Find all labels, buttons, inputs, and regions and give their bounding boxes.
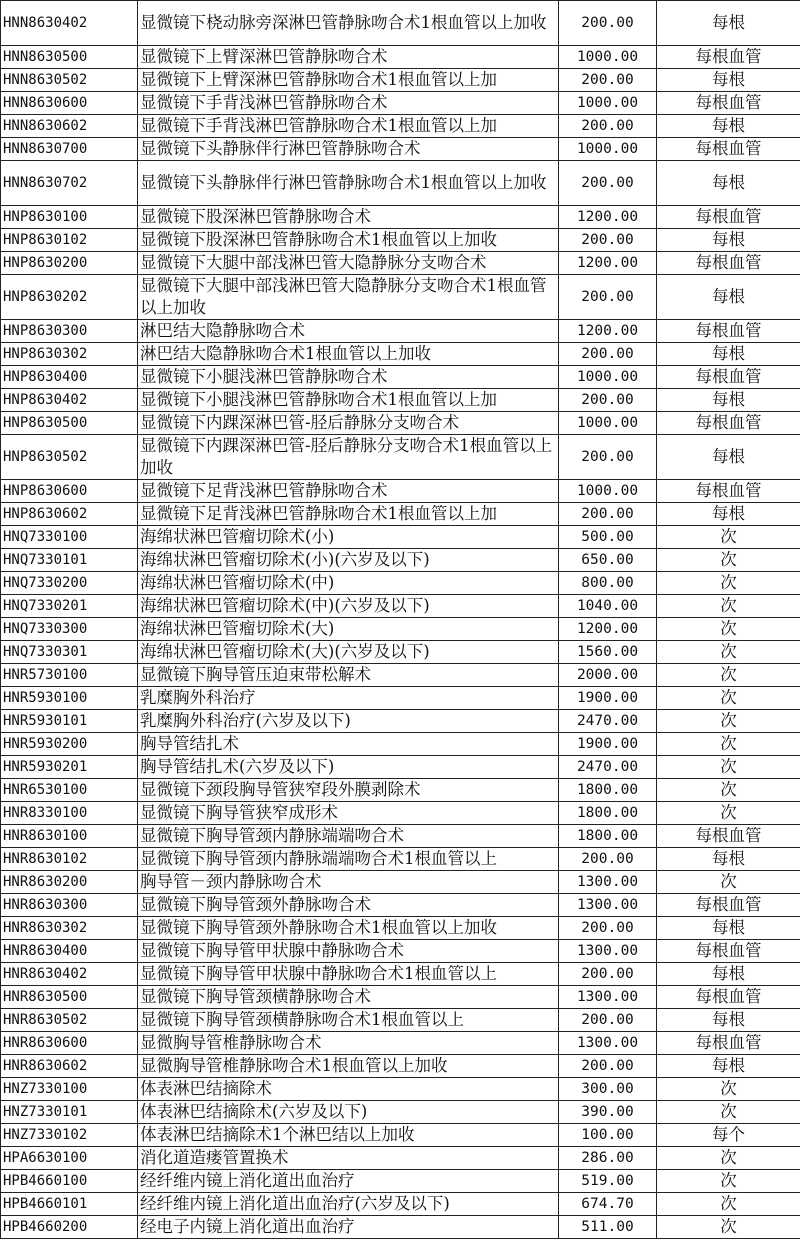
item-code-cell: HNR8630200: [1, 871, 138, 894]
item-name-cell: 显微镜下胸导管颈外静脉吻合术: [138, 894, 559, 917]
table-row: [1, 389, 800, 412]
item-code-cell: HNQ7330301: [1, 641, 138, 664]
item-name-cell: 显微镜下头静脉伴行淋巴管静脉吻合术1根血管以上加收: [138, 161, 559, 206]
table-row: [1, 503, 800, 526]
item-code-cell: HNP8630602: [1, 503, 138, 526]
item-price-cell: 200.00: [559, 1055, 657, 1078]
item-price-cell: 2470.00: [559, 756, 657, 779]
item-code-cell: HNR8630400: [1, 940, 138, 963]
item-price-cell: 1900.00: [559, 733, 657, 756]
item-code-cell: HNR8630302: [1, 917, 138, 940]
table-row: [1, 963, 800, 986]
item-name-cell: 胸导管结扎术(六岁及以下): [138, 756, 559, 779]
item-unit-cell: 次: [657, 664, 800, 687]
item-code-cell: HNR8630500: [1, 986, 138, 1009]
item-name-cell: 显微镜下胸导管狭窄成形术: [138, 802, 559, 825]
table-row: [1, 1216, 800, 1239]
item-unit-cell: 每根: [657, 503, 800, 526]
item-price-cell: 1000.00: [559, 412, 657, 435]
item-unit-cell: 次: [657, 756, 800, 779]
item-code-cell: HNN8630502: [1, 69, 138, 92]
item-unit-cell: 每个: [657, 1124, 800, 1147]
table-row: [1, 779, 800, 802]
item-unit-cell: 次: [657, 595, 800, 618]
item-price-cell: 1200.00: [559, 252, 657, 275]
item-unit-cell: 每根血管: [657, 92, 800, 115]
item-code-cell: HNR6530100: [1, 779, 138, 802]
item-price-cell: 200.00: [559, 161, 657, 206]
item-name-cell: 消化道造瘘管置换术: [138, 1147, 559, 1170]
item-code-cell: HPB4660100: [1, 1170, 138, 1193]
item-unit-cell: 每根: [657, 275, 800, 320]
item-code-cell: HNP8630100: [1, 206, 138, 229]
table-row: [1, 1170, 800, 1193]
item-unit-cell: 每根血管: [657, 825, 800, 848]
item-unit-cell: 每根血管: [657, 366, 800, 389]
table-row: [1, 69, 800, 92]
item-price-cell: 1900.00: [559, 687, 657, 710]
item-name-cell: 显微镜下小腿浅淋巴管静脉吻合术: [138, 366, 559, 389]
item-name-cell: 显微镜下胸导管颈横静脉吻合术1根血管以上: [138, 1009, 559, 1032]
item-code-cell: HNN8630602: [1, 115, 138, 138]
item-code-cell: HNR8630402: [1, 963, 138, 986]
item-price-cell: 674.70: [559, 1193, 657, 1216]
table-row: [1, 435, 800, 480]
table-row: [1, 320, 800, 343]
table-row: [1, 641, 800, 664]
item-name-cell: 显微镜下股深淋巴管静脉吻合术: [138, 206, 559, 229]
item-name-cell: 海绵状淋巴管瘤切除术(中): [138, 572, 559, 595]
item-name-cell: 显微镜下上臂深淋巴管静脉吻合术1根血管以上加: [138, 69, 559, 92]
item-unit-cell: 次: [657, 641, 800, 664]
item-price-cell: 1300.00: [559, 1032, 657, 1055]
item-name-cell: 显微镜下胸导管颈外静脉吻合术1根血管以上加收: [138, 917, 559, 940]
item-price-cell: 1000.00: [559, 46, 657, 69]
item-name-cell: 乳糜胸外科治疗(六岁及以下): [138, 710, 559, 733]
table-row: [1, 802, 800, 825]
item-code-cell: HNN8630402: [1, 1, 138, 46]
item-code-cell: HNR5730100: [1, 664, 138, 687]
item-code-cell: HNN8630702: [1, 161, 138, 206]
item-name-cell: 显微镜下足背浅淋巴管静脉吻合术1根血管以上加: [138, 503, 559, 526]
table-row: [1, 595, 800, 618]
item-code-cell: HNR8630502: [1, 1009, 138, 1032]
item-unit-cell: 每根: [657, 161, 800, 206]
item-unit-cell: 每根: [657, 963, 800, 986]
item-unit-cell: 每根血管: [657, 940, 800, 963]
item-code-cell: HNZ7330102: [1, 1124, 138, 1147]
item-unit-cell: 每根: [657, 69, 800, 92]
item-price-cell: 1000.00: [559, 480, 657, 503]
item-price-cell: 200.00: [559, 917, 657, 940]
item-price-cell: 1200.00: [559, 618, 657, 641]
item-price-cell: 200.00: [559, 1009, 657, 1032]
item-code-cell: HNR8630100: [1, 825, 138, 848]
item-code-cell: HNP8630402: [1, 389, 138, 412]
table-row: [1, 1009, 800, 1032]
item-name-cell: 显微镜下桡动脉旁深淋巴管静脉吻合术1根血管以上加收: [138, 1, 559, 46]
item-unit-cell: 每根血管: [657, 46, 800, 69]
item-name-cell: 显微镜下手背浅淋巴管静脉吻合术: [138, 92, 559, 115]
item-code-cell: HNP8630302: [1, 343, 138, 366]
item-code-cell: HNR8330100: [1, 802, 138, 825]
item-unit-cell: 每根血管: [657, 320, 800, 343]
item-name-cell: 显微镜下大腿中部浅淋巴管大隐静脉分支吻合术: [138, 252, 559, 275]
item-code-cell: HNN8630500: [1, 46, 138, 69]
item-unit-cell: 每根血管: [657, 252, 800, 275]
table-row: [1, 1193, 800, 1216]
item-name-cell: 海绵状淋巴管瘤切除术(大): [138, 618, 559, 641]
table-row: [1, 138, 800, 161]
table-row: [1, 848, 800, 871]
item-price-cell: 200.00: [559, 115, 657, 138]
item-name-cell: 显微镜下胸导管颈内静脉端端吻合术: [138, 825, 559, 848]
item-unit-cell: 次: [657, 710, 800, 733]
item-name-cell: 胸导管结扎术: [138, 733, 559, 756]
item-price-cell: 300.00: [559, 1078, 657, 1101]
item-name-cell: 淋巴结大隐静脉吻合术1根血管以上加收: [138, 343, 559, 366]
item-name-cell: 显微胸导管椎静脉吻合术1根血管以上加收: [138, 1055, 559, 1078]
item-code-cell: HNP8630400: [1, 366, 138, 389]
item-name-cell: 显微镜下上臂深淋巴管静脉吻合术: [138, 46, 559, 69]
item-code-cell: HNR5930200: [1, 733, 138, 756]
item-unit-cell: 每根血管: [657, 138, 800, 161]
item-code-cell: HPB4660101: [1, 1193, 138, 1216]
item-price-cell: 1000.00: [559, 92, 657, 115]
item-price-cell: 1300.00: [559, 871, 657, 894]
table-row: [1, 1055, 800, 1078]
item-code-cell: HNP8630200: [1, 252, 138, 275]
item-unit-cell: 次: [657, 549, 800, 572]
table-row: [1, 572, 800, 595]
table-row: [1, 618, 800, 641]
table-row: [1, 940, 800, 963]
item-unit-cell: 次: [657, 779, 800, 802]
item-unit-cell: 每根: [657, 343, 800, 366]
item-name-cell: 显微镜下胸导管颈内静脉端端吻合术1根血管以上: [138, 848, 559, 871]
item-price-cell: 2470.00: [559, 710, 657, 733]
table-row: [1, 1147, 800, 1170]
item-price-cell: 500.00: [559, 526, 657, 549]
item-name-cell: 经电子内镜上消化道出血治疗: [138, 1216, 559, 1239]
item-price-cell: 200.00: [559, 229, 657, 252]
item-unit-cell: 次: [657, 572, 800, 595]
item-code-cell: HNP8630102: [1, 229, 138, 252]
item-price-cell: 1000.00: [559, 138, 657, 161]
item-price-cell: 1800.00: [559, 825, 657, 848]
item-unit-cell: 每根: [657, 848, 800, 871]
item-code-cell: HNZ7330100: [1, 1078, 138, 1101]
item-code-cell: HNR8630600: [1, 1032, 138, 1055]
item-price-cell: 200.00: [559, 275, 657, 320]
item-price-cell: 286.00: [559, 1147, 657, 1170]
item-code-cell: HNP8630600: [1, 480, 138, 503]
item-name-cell: 显微镜下小腿浅淋巴管静脉吻合术1根血管以上加: [138, 389, 559, 412]
item-name-cell: 海绵状淋巴管瘤切除术(小)(六岁及以下): [138, 549, 559, 572]
item-price-cell: 200.00: [559, 963, 657, 986]
item-price-cell: 1800.00: [559, 779, 657, 802]
table-row: [1, 894, 800, 917]
item-unit-cell: 每根: [657, 1055, 800, 1078]
item-unit-cell: 次: [657, 1101, 800, 1124]
item-unit-cell: 每根血管: [657, 480, 800, 503]
item-name-cell: 体表淋巴结摘除术: [138, 1078, 559, 1101]
table-row: [1, 825, 800, 848]
item-price-cell: 1560.00: [559, 641, 657, 664]
item-price-cell: 1040.00: [559, 595, 657, 618]
item-name-cell: 显微镜下股深淋巴管静脉吻合术1根血管以上加收: [138, 229, 559, 252]
item-code-cell: HNR5930100: [1, 687, 138, 710]
item-name-cell: 显微镜下颈段胸导管狭窄段外膜剥除术: [138, 779, 559, 802]
item-unit-cell: 每根: [657, 389, 800, 412]
item-code-cell: HNQ7330100: [1, 526, 138, 549]
table-row: [1, 1124, 800, 1147]
item-price-cell: 200.00: [559, 848, 657, 871]
item-price-cell: 800.00: [559, 572, 657, 595]
item-unit-cell: 次: [657, 687, 800, 710]
item-name-cell: 经纤维内镜上消化道出血治疗: [138, 1170, 559, 1193]
item-code-cell: HNZ7330101: [1, 1101, 138, 1124]
table-row: [1, 115, 800, 138]
item-code-cell: HNP8630500: [1, 412, 138, 435]
item-name-cell: 胸导管－颈内静脉吻合术: [138, 871, 559, 894]
table-row: [1, 412, 800, 435]
item-code-cell: HNQ7330200: [1, 572, 138, 595]
item-price-cell: 1200.00: [559, 206, 657, 229]
item-name-cell: 海绵状淋巴管瘤切除术(小): [138, 526, 559, 549]
table-row: [1, 871, 800, 894]
item-price-cell: 200.00: [559, 435, 657, 480]
item-unit-cell: 次: [657, 526, 800, 549]
table-row: [1, 229, 800, 252]
table-row: [1, 733, 800, 756]
item-unit-cell: 次: [657, 871, 800, 894]
item-unit-cell: 每根: [657, 1009, 800, 1032]
table-row: [1, 343, 800, 366]
item-unit-cell: 次: [657, 733, 800, 756]
item-name-cell: 显微镜下内踝深淋巴管-胫后静脉分支吻合术1根血管以上加收: [138, 435, 559, 480]
item-unit-cell: 每根: [657, 229, 800, 252]
item-unit-cell: 每根: [657, 435, 800, 480]
item-unit-cell: 次: [657, 1170, 800, 1193]
item-unit-cell: 每根血管: [657, 986, 800, 1009]
item-price-cell: 1300.00: [559, 940, 657, 963]
fee-table-body: [1, 1, 800, 1239]
item-name-cell: 显微镜下胸导管甲状腺中静脉吻合术: [138, 940, 559, 963]
item-code-cell: HNQ7330101: [1, 549, 138, 572]
item-price-cell: 390.00: [559, 1101, 657, 1124]
item-price-cell: 1800.00: [559, 802, 657, 825]
item-unit-cell: 每根血管: [657, 412, 800, 435]
item-price-cell: 2000.00: [559, 664, 657, 687]
item-name-cell: 显微镜下头静脉伴行淋巴管静脉吻合术: [138, 138, 559, 161]
item-name-cell: 经纤维内镜上消化道出血治疗(六岁及以下): [138, 1193, 559, 1216]
item-unit-cell: 每根: [657, 917, 800, 940]
item-unit-cell: 次: [657, 618, 800, 641]
table-row: [1, 756, 800, 779]
item-price-cell: 200.00: [559, 389, 657, 412]
item-name-cell: 显微镜下胸导管压迫束带松解术: [138, 664, 559, 687]
table-row: [1, 687, 800, 710]
item-unit-cell: 每根: [657, 115, 800, 138]
item-name-cell: 海绵状淋巴管瘤切除术(大)(六岁及以下): [138, 641, 559, 664]
table-row: [1, 1, 800, 46]
item-code-cell: HNN8630600: [1, 92, 138, 115]
table-row: [1, 526, 800, 549]
table-row: [1, 664, 800, 687]
item-unit-cell: 次: [657, 1193, 800, 1216]
item-name-cell: 淋巴结大隐静脉吻合术: [138, 320, 559, 343]
item-code-cell: HPA6630100: [1, 1147, 138, 1170]
item-name-cell: 显微镜下胸导管甲状腺中静脉吻合术1根血管以上: [138, 963, 559, 986]
item-name-cell: 显微镜下大腿中部浅淋巴管大隐静脉分支吻合术1根血管以上加收: [138, 275, 559, 320]
item-price-cell: 1300.00: [559, 894, 657, 917]
item-code-cell: HNR5930201: [1, 756, 138, 779]
item-code-cell: HNP8630300: [1, 320, 138, 343]
item-code-cell: HNR8630300: [1, 894, 138, 917]
table-row: [1, 252, 800, 275]
item-name-cell: 显微镜下足背浅淋巴管静脉吻合术: [138, 480, 559, 503]
item-unit-cell: 每根血管: [657, 1032, 800, 1055]
table-row: [1, 986, 800, 1009]
item-price-cell: 200.00: [559, 503, 657, 526]
item-code-cell: HNN8630700: [1, 138, 138, 161]
item-price-cell: 650.00: [559, 549, 657, 572]
item-unit-cell: 次: [657, 1147, 800, 1170]
item-code-cell: HNP8630502: [1, 435, 138, 480]
table-row: [1, 46, 800, 69]
item-name-cell: 海绵状淋巴管瘤切除术(中)(六岁及以下): [138, 595, 559, 618]
item-unit-cell: 次: [657, 802, 800, 825]
item-name-cell: 显微胸导管椎静脉吻合术: [138, 1032, 559, 1055]
table-row: [1, 1101, 800, 1124]
item-price-cell: 1000.00: [559, 366, 657, 389]
item-unit-cell: 每根: [657, 1, 800, 46]
table-row: [1, 549, 800, 572]
item-price-cell: 1200.00: [559, 320, 657, 343]
item-price-cell: 1300.00: [559, 986, 657, 1009]
item-price-cell: 100.00: [559, 1124, 657, 1147]
item-unit-cell: 次: [657, 1216, 800, 1239]
item-code-cell: HNQ7330300: [1, 618, 138, 641]
item-name-cell: 体表淋巴结摘除术1个淋巴结以上加收: [138, 1124, 559, 1147]
item-name-cell: 显微镜下手背浅淋巴管静脉吻合术1根血管以上加: [138, 115, 559, 138]
item-unit-cell: 每根血管: [657, 206, 800, 229]
table-row: [1, 206, 800, 229]
item-code-cell: HNR8630102: [1, 848, 138, 871]
item-price-cell: 200.00: [559, 69, 657, 92]
table-row: [1, 161, 800, 206]
item-code-cell: HNR5930101: [1, 710, 138, 733]
item-price-cell: 519.00: [559, 1170, 657, 1193]
item-price-cell: 200.00: [559, 343, 657, 366]
item-code-cell: HNR8630602: [1, 1055, 138, 1078]
item-price-cell: 200.00: [559, 1, 657, 46]
table-row: [1, 710, 800, 733]
table-row: [1, 366, 800, 389]
item-name-cell: 乳糜胸外科治疗: [138, 687, 559, 710]
table-row: [1, 275, 800, 320]
table-row: [1, 1078, 800, 1101]
item-name-cell: 显微镜下胸导管颈横静脉吻合术: [138, 986, 559, 1009]
item-price-cell: 511.00: [559, 1216, 657, 1239]
item-name-cell: 显微镜下内踝深淋巴管-胫后静脉分支吻合术: [138, 412, 559, 435]
item-code-cell: HNP8630202: [1, 275, 138, 320]
item-code-cell: HPB4660200: [1, 1216, 138, 1239]
item-unit-cell: 每根血管: [657, 894, 800, 917]
item-unit-cell: 次: [657, 1078, 800, 1101]
table-row: [1, 480, 800, 503]
item-name-cell: 体表淋巴结摘除术(六岁及以下): [138, 1101, 559, 1124]
item-code-cell: HNQ7330201: [1, 595, 138, 618]
table-row: [1, 1032, 800, 1055]
table-row: [1, 917, 800, 940]
table-row: [1, 92, 800, 115]
